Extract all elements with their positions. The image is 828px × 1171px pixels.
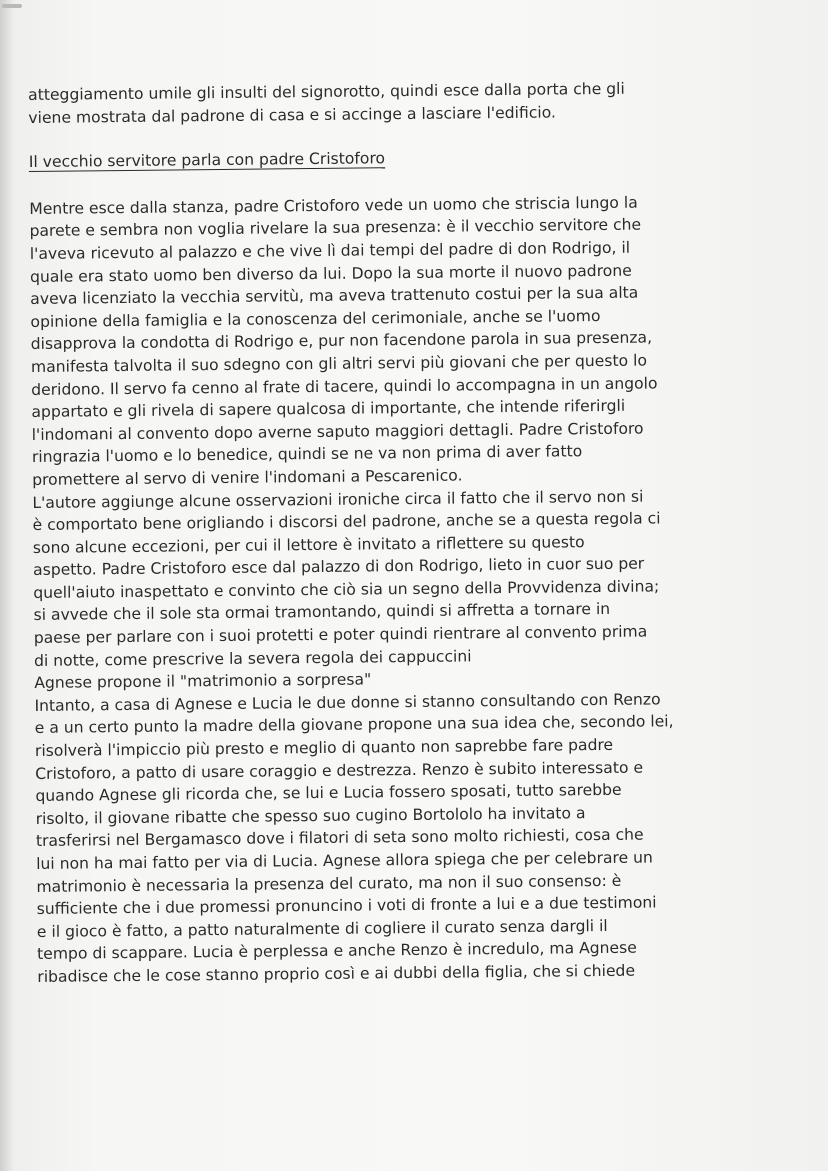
text-line: l'indomani al convento dopo averne saputo maggiori dettagli. Padre Cristoforo <box>31 419 644 444</box>
text-line: di notte, come prescrive la severa regola dei cappuccini <box>33 647 472 670</box>
text-line: promettere al servo di venire l'indomani a Pescarenico. <box>32 466 463 489</box>
subheading-line: Agnese propone il "matrimonio a sorpresa" <box>34 670 372 693</box>
text-line: e a un certo punto la madre della giovane propone una sua idea che, secondo lei, <box>34 712 674 738</box>
text-line: aspetto. Padre Cristoforo esce dal palazzo di don Rodrigo, lieto in cuor suo per <box>32 554 645 580</box>
document-text <box>28 76 817 989</box>
text-line: risolto, il giovane ribatte che spesso suo cugino Bortololo ha invitato a <box>35 804 586 828</box>
text-line: tempo di scappare. Lucia è perplessa e anche Renzo è incredulo, ma Agnese <box>37 939 637 964</box>
text-line: appartato e gli rivela di sapere qualcosa di importante, che intende riferirgli <box>31 396 626 422</box>
text-line: sufficiente che i due promessi pronuncino i voti di fronte a lui e a due testimoni <box>36 893 657 919</box>
text-line: atteggiamento umile gli insulti del signorotto, quindi esce dalla porta che gli <box>28 79 625 104</box>
text-line: aveva licenziato la vecchia servitù, ma aveva trattenuto costui per la sua alta <box>30 283 639 309</box>
text-line: ribadisce che le cose stanno proprio così e ai dubbi della figlia, che si chiede <box>37 961 636 986</box>
text-line: ringrazia l'uomo e lo benedice, quindi se ne va non prima di aver fatto <box>31 442 583 467</box>
text-line: Intanto, a casa di Agnese e Lucia le due donne si stanno consultando con Renzo <box>34 690 661 715</box>
text-line: Mentre esce dalla stanza, padre Cristoforo vede un uomo che striscia lungo la <box>29 193 638 218</box>
text-line: disapprova la condotta di Rodrigo e, pur non facendone parola in sua presenza, <box>30 328 653 354</box>
text-line: quando Agnese gli ricorda che, se lui e Lucia fossero sposati, tutto sarebbe <box>35 781 622 806</box>
text-line: manifesta talvolta il suo sdegno con gli altri servi più giovani che per questo lo <box>30 351 648 376</box>
text-line: si avvede che il sole sta ormai tramontando, quindi si affretta a tornare in <box>33 600 611 625</box>
text-line: l'aveva ricevuto al palazzo e che vive lì dai tempi del padre di don Rodrigo, il <box>29 238 631 263</box>
text-line: lui non ha mai fatto per via di Lucia. Agnese allora spiega che per celebrare un <box>36 848 653 873</box>
text-line: paese per parlare con i suoi protetti e poter quindi rientrare al convento prima <box>33 622 648 648</box>
text-line: deridono. Il servo fa cenno al frate di tacere, quindi lo accompagna in un angolo <box>31 373 658 399</box>
text-line: risolverà l'impiccio più presto e meglio di quanto non saprebbe fare padre <box>34 735 614 760</box>
text-line: quell'aiuto inaspettato e convinto che ciò sia un segno della Provvidenza divina; <box>33 577 660 602</box>
scan-mark <box>2 4 22 8</box>
section-heading: Il vecchio servitore parla con padre Cristoforo <box>28 149 386 172</box>
text-line: Cristoforo, a patto di usare coraggio e destrezza. Renzo è subito interessato e <box>35 758 644 783</box>
text-line: L'autore aggiunge alcune osservazioni ironiche circa il fatto che il servo non si <box>32 487 644 512</box>
text-line: opinione della famiglia e la conoscenza del cerimoniale, anche se l'uomo <box>30 306 601 331</box>
text-line: è comportato bene origliando i discorsi del padrone, anche se a questa regola ci <box>32 509 661 535</box>
text-line: e il gioco è fatto, a patto naturalmente di cogliere il curato senza dargli il <box>36 916 608 941</box>
body-paragraph <box>29 190 817 989</box>
text-line: parete e sembra non voglia rivelare la sua presenza: è il vecchio servitore che <box>29 215 642 241</box>
intro-paragraph <box>28 76 808 129</box>
text-line: matrimonio è necessaria la presenza del curato, ma non il suo consenso: è <box>36 871 622 896</box>
text-line: sono alcune eccezioni, per cui il lettore è invitato a riflettere su questo <box>32 532 585 557</box>
text-line: trasferirsi nel Bergamasco dove i filatori di seta sono molto richiesti, cosa che <box>35 826 644 851</box>
text-line: viene mostrata dal padrone di casa e si accinge a lasciare l'edificio. <box>28 103 556 127</box>
text-line: quale era stato uomo ben diverso da lui. Dopo la sua morte il nuovo padrone <box>29 261 632 286</box>
